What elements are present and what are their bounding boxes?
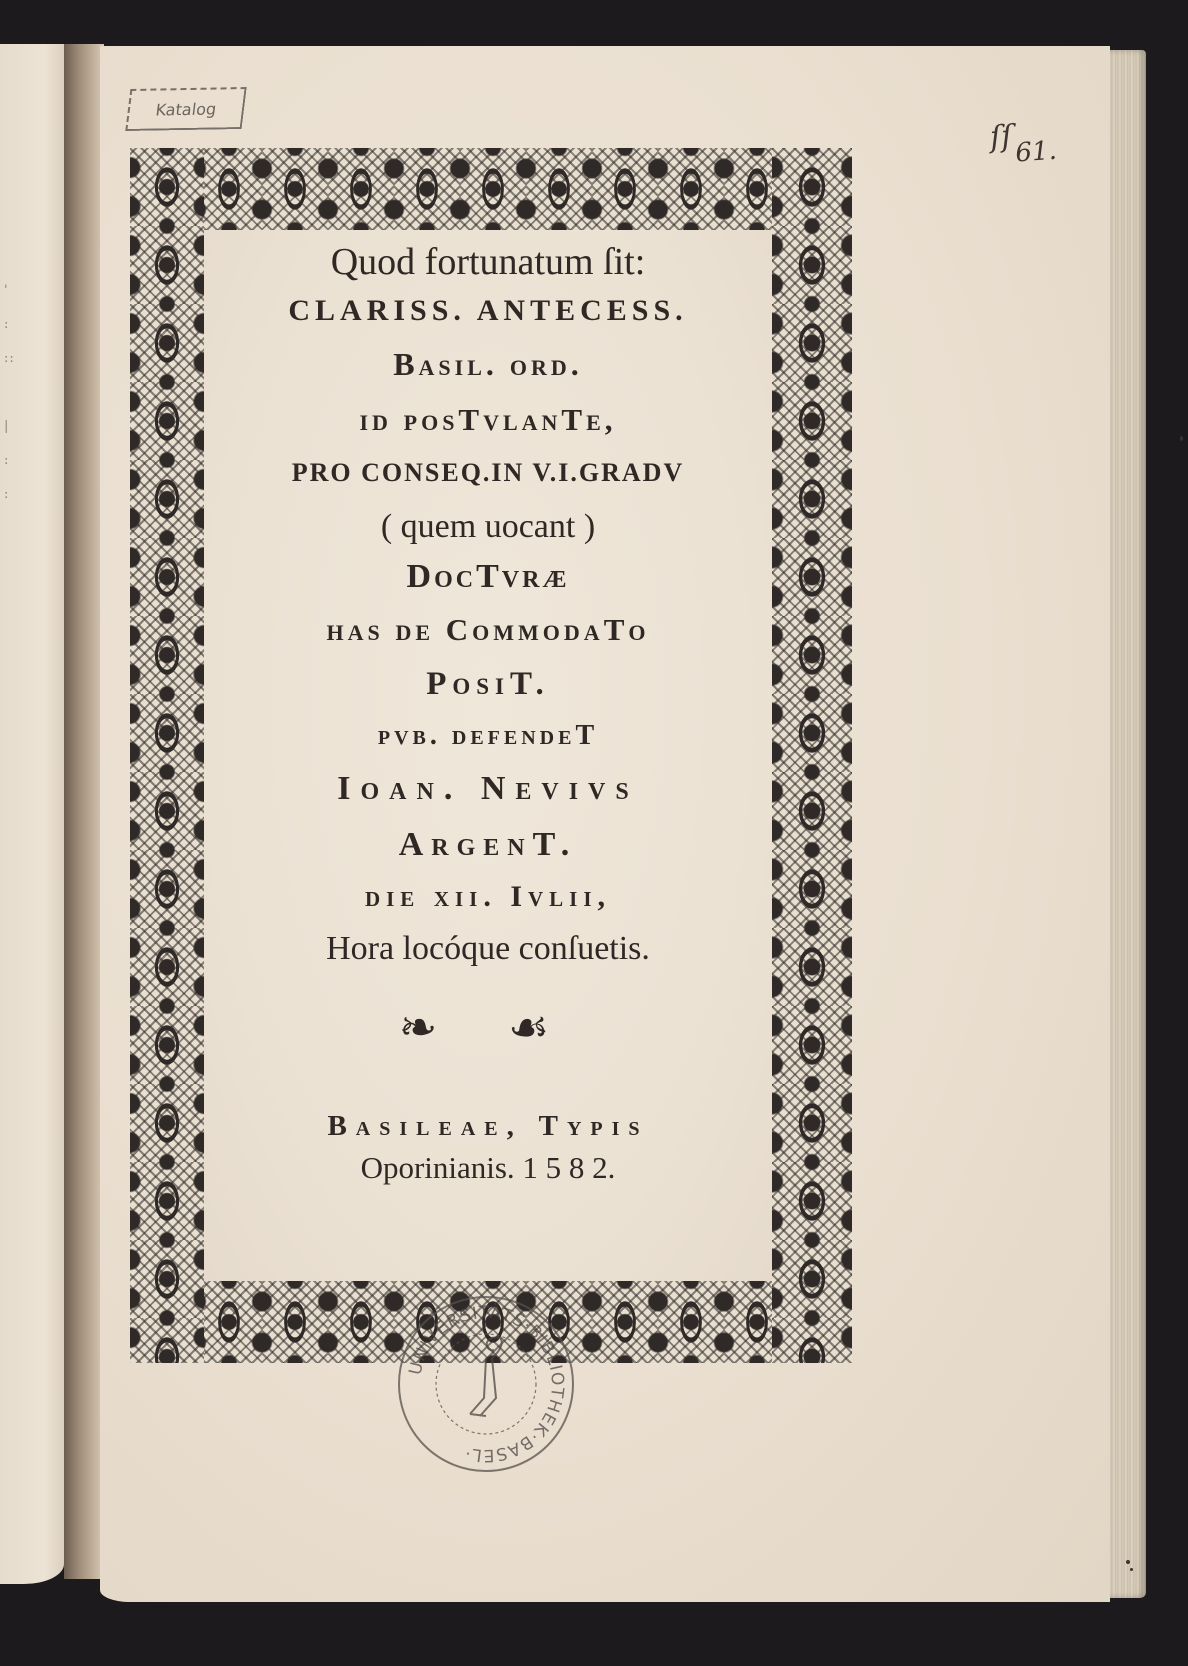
title-line-11: Ioan. Nevivs	[337, 770, 639, 807]
title-line-14: Hora locóque conſuetis.	[326, 930, 650, 967]
title-line-3: Basil. ord.	[393, 346, 583, 382]
basel-crozier-icon	[470, 1337, 502, 1416]
border-top-band	[130, 148, 852, 230]
book-gutter	[64, 44, 104, 1579]
left-facing-page	[0, 44, 64, 1584]
title-line-4: id posTvlanTe,	[359, 402, 617, 437]
title-line-5: PRO CONSEQ.IN V.I.GRADV	[291, 458, 685, 487]
shelfmark-number: 61.	[1014, 135, 1058, 169]
title-line-10: pvb. defendeT	[377, 720, 599, 751]
border-left-band	[130, 148, 204, 1363]
paper-speck	[1130, 1568, 1133, 1571]
printers-ornament-icon: ❧ ☙	[398, 1000, 578, 1054]
paper-speck	[1180, 436, 1183, 441]
title-line-6: ( quem uocant )	[380, 508, 596, 545]
border-right-band	[772, 148, 852, 1363]
shelfmark-letters: ſſ	[988, 118, 1014, 156]
imprint-line-2: Oporinianis. 1 5 8 2.	[360, 1150, 616, 1185]
library-stamp	[398, 1296, 574, 1472]
title-line-12: ArgenT.	[398, 826, 578, 863]
stamp-ring-text: UNIVERSITÄTS·BIBLIOTHEK·BASEL·	[405, 1302, 568, 1466]
title-line-8: has de CommodaTo	[326, 612, 650, 647]
catalog-stamp	[125, 87, 246, 131]
title-line-13: die xii. Ivlii,	[364, 880, 612, 913]
title-text-area	[204, 230, 772, 1281]
title-line-1: Quod fortunatum ſit:	[330, 241, 646, 283]
handwritten-shelfmark	[988, 116, 1058, 169]
ornamental-border	[130, 148, 852, 1363]
paper-speck	[1126, 1560, 1130, 1564]
catalog-stamp-text: Katalog	[154, 98, 218, 120]
library-stamp-graphic	[400, 1298, 572, 1470]
page-edges	[1110, 50, 1146, 1598]
bleed-through-marks: ' : :: | : :	[4, 283, 15, 502]
imprint-line-1: Basileae, Typis	[327, 1110, 649, 1142]
title-line-7: DocTvræ	[406, 558, 570, 595]
title-line-9: PosiT.	[426, 666, 550, 702]
title-line-2: CLARISS. ANTECESS.	[288, 294, 688, 327]
